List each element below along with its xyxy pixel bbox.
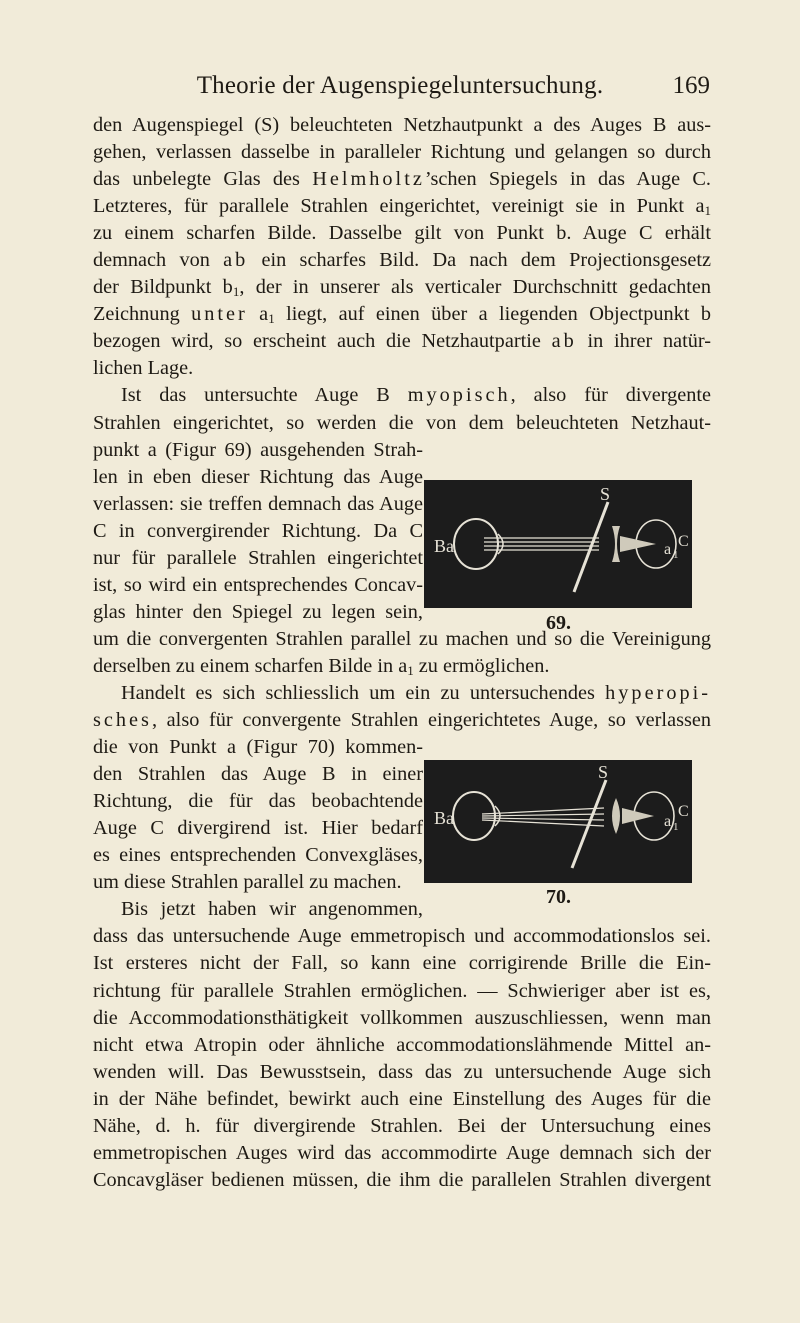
text-line: bezogen wird, so erscheint auch die Netzhautpartie ab in ihrer natür- — [93, 330, 711, 353]
text-line: dass das untersuchende Auge emmetropisch und accommodationslos sei. — [93, 925, 711, 948]
label-a1: a — [664, 541, 672, 558]
label-b: B — [434, 808, 447, 828]
text-line: Nähe, d. h. für divergirende Strahlen. Bei der Untersuchung eines — [93, 1114, 711, 1137]
name-helmholtz: Helmholtz — [312, 168, 425, 191]
figure-70-diagram — [424, 760, 712, 885]
text-line: gehen, verlassen dasselbe in paralleler Richtung und gelangen so durch — [93, 141, 711, 164]
label-s: S — [600, 484, 611, 504]
figure-69 — [424, 480, 712, 640]
text-line: ist, so wird ein entsprechendes Concav- — [93, 573, 423, 596]
text-line: emmetropischen Auges wird das accommodirte Auge demnach sich der — [93, 1141, 711, 1164]
text-line: es eines entsprechenden Convexgläses, — [93, 844, 423, 867]
text-line: C in convergirender Richtung. Da C — [93, 519, 423, 542]
text-line: die Accommodationsthätigkeit vollkommen auszuschliessen, wenn man — [93, 1006, 711, 1029]
text-line: glas hinter den Spiegel zu legen sein, — [93, 600, 423, 623]
text-line: nicht etwa Atropin oder ähnliche accommodationslähmende Mittel an- — [93, 1033, 711, 1056]
label-s: S — [598, 762, 609, 782]
page-number: 169 — [672, 72, 710, 99]
figure-70 — [424, 760, 712, 915]
text-line: derselben zu einem scharfen Bilde in $a_1$ zu ermöglichen. — [93, 654, 550, 678]
figure-caption: 70. — [546, 886, 571, 908]
text-line: Richtung, die für das beobachtende — [93, 790, 423, 813]
label-c: C — [678, 533, 689, 550]
text-line: um diese Strahlen parallel zu machen. — [93, 871, 402, 894]
text-line: Bis jetzt haben wir angenommen, — [121, 898, 423, 921]
text-line: nur für parallele Strahlen eingerichtet — [93, 546, 423, 569]
text-line: Auge C divergirend ist. Hier bedarf — [93, 817, 423, 840]
label-a1-sub: 1 — [673, 821, 679, 833]
text-line: Zeichnung unter $a_1$ liegt, auf einen über a liegenden Objectpunkt b — [93, 303, 711, 327]
text-line: Handelt es sich schliesslich um ein zu untersuchendes hyperopi- — [121, 681, 711, 704]
text-line: wenden will. Das Bewusstsein, dass das zu untersuchende Auge sich — [93, 1060, 711, 1083]
label-a: a — [446, 808, 454, 828]
text-line: den Strahlen das Auge B in einer — [93, 763, 423, 786]
label-b: B — [434, 536, 447, 556]
text-line: len in eben dieser Richtung das Auge — [93, 465, 423, 488]
figure-caption: 69. — [546, 612, 571, 634]
body-text — [93, 112, 711, 1194]
figure-69-diagram — [424, 480, 712, 610]
label-a: a — [446, 536, 454, 556]
text-line: punkt a (Figur 69) ausgehenden Strah- — [93, 438, 423, 461]
text-line: den Augenspiegel (S) beleuchteten Netzhautpunkt a des Auges B aus- — [93, 114, 711, 136]
text-line: um die convergenten Strahlen parallel zu machen und so die Vereinigung — [93, 627, 711, 650]
text-line: sches, also für convergente Strahlen eingerichtetes Auge, so verlassen — [93, 709, 711, 732]
label-a1: a — [664, 813, 672, 830]
text-line: zu einem scharfen Bilde. Dasselbe gilt von Punkt b. Auge C erhält — [93, 222, 711, 245]
label-c: C — [678, 803, 689, 820]
text-line: demnach von ab ein scharfes Bild. Da nach dem Projectionsgesetz — [93, 249, 712, 272]
text-line: in der Nähe befindet, bewirkt auch eine Einstellung des Auges für die — [93, 1087, 711, 1110]
text-line: Letzteres, für parallele Strahlen eingerichtet, vereinigt sie in Punkt $a_1$ — [93, 195, 711, 219]
figure-plate — [424, 760, 692, 883]
text-line: die von Punkt a (Figur 70) kommen- — [93, 736, 423, 759]
text-line: richtung für parallele Strahlen ermöglichen. — Schwieriger aber ist es, — [93, 979, 711, 1002]
text-line: Ist ersteres nicht der Fall, so kann eine corrigirende Brille die Ein- — [93, 952, 711, 975]
running-title: Theorie der Augenspiegeluntersuchung. — [196, 72, 604, 99]
text-line: das unbelegte Glas des Helmholtz’schen Spiegels in das Auge C. — [93, 168, 712, 191]
text-line: Concavgläser bedienen müssen, die ihm die parallelen Strahlen divergent — [93, 1168, 711, 1191]
text-line: der Bildpunkt $b_1$, der in unserer als verticaler Durchschnitt gedachten — [93, 276, 712, 300]
label-a1-sub: 1 — [673, 549, 679, 561]
page-header — [0, 72, 800, 102]
text-line: Ist das untersuchte Auge B myopisch, also für divergente — [121, 384, 711, 407]
text-line: verlassen: sie treffen demnach das Auge — [93, 492, 423, 515]
text-line: lichen Lage. — [93, 357, 194, 380]
text-line: Strahlen eingerichtet, so werden die von dem beleuchteten Netzhaut- — [93, 411, 711, 434]
